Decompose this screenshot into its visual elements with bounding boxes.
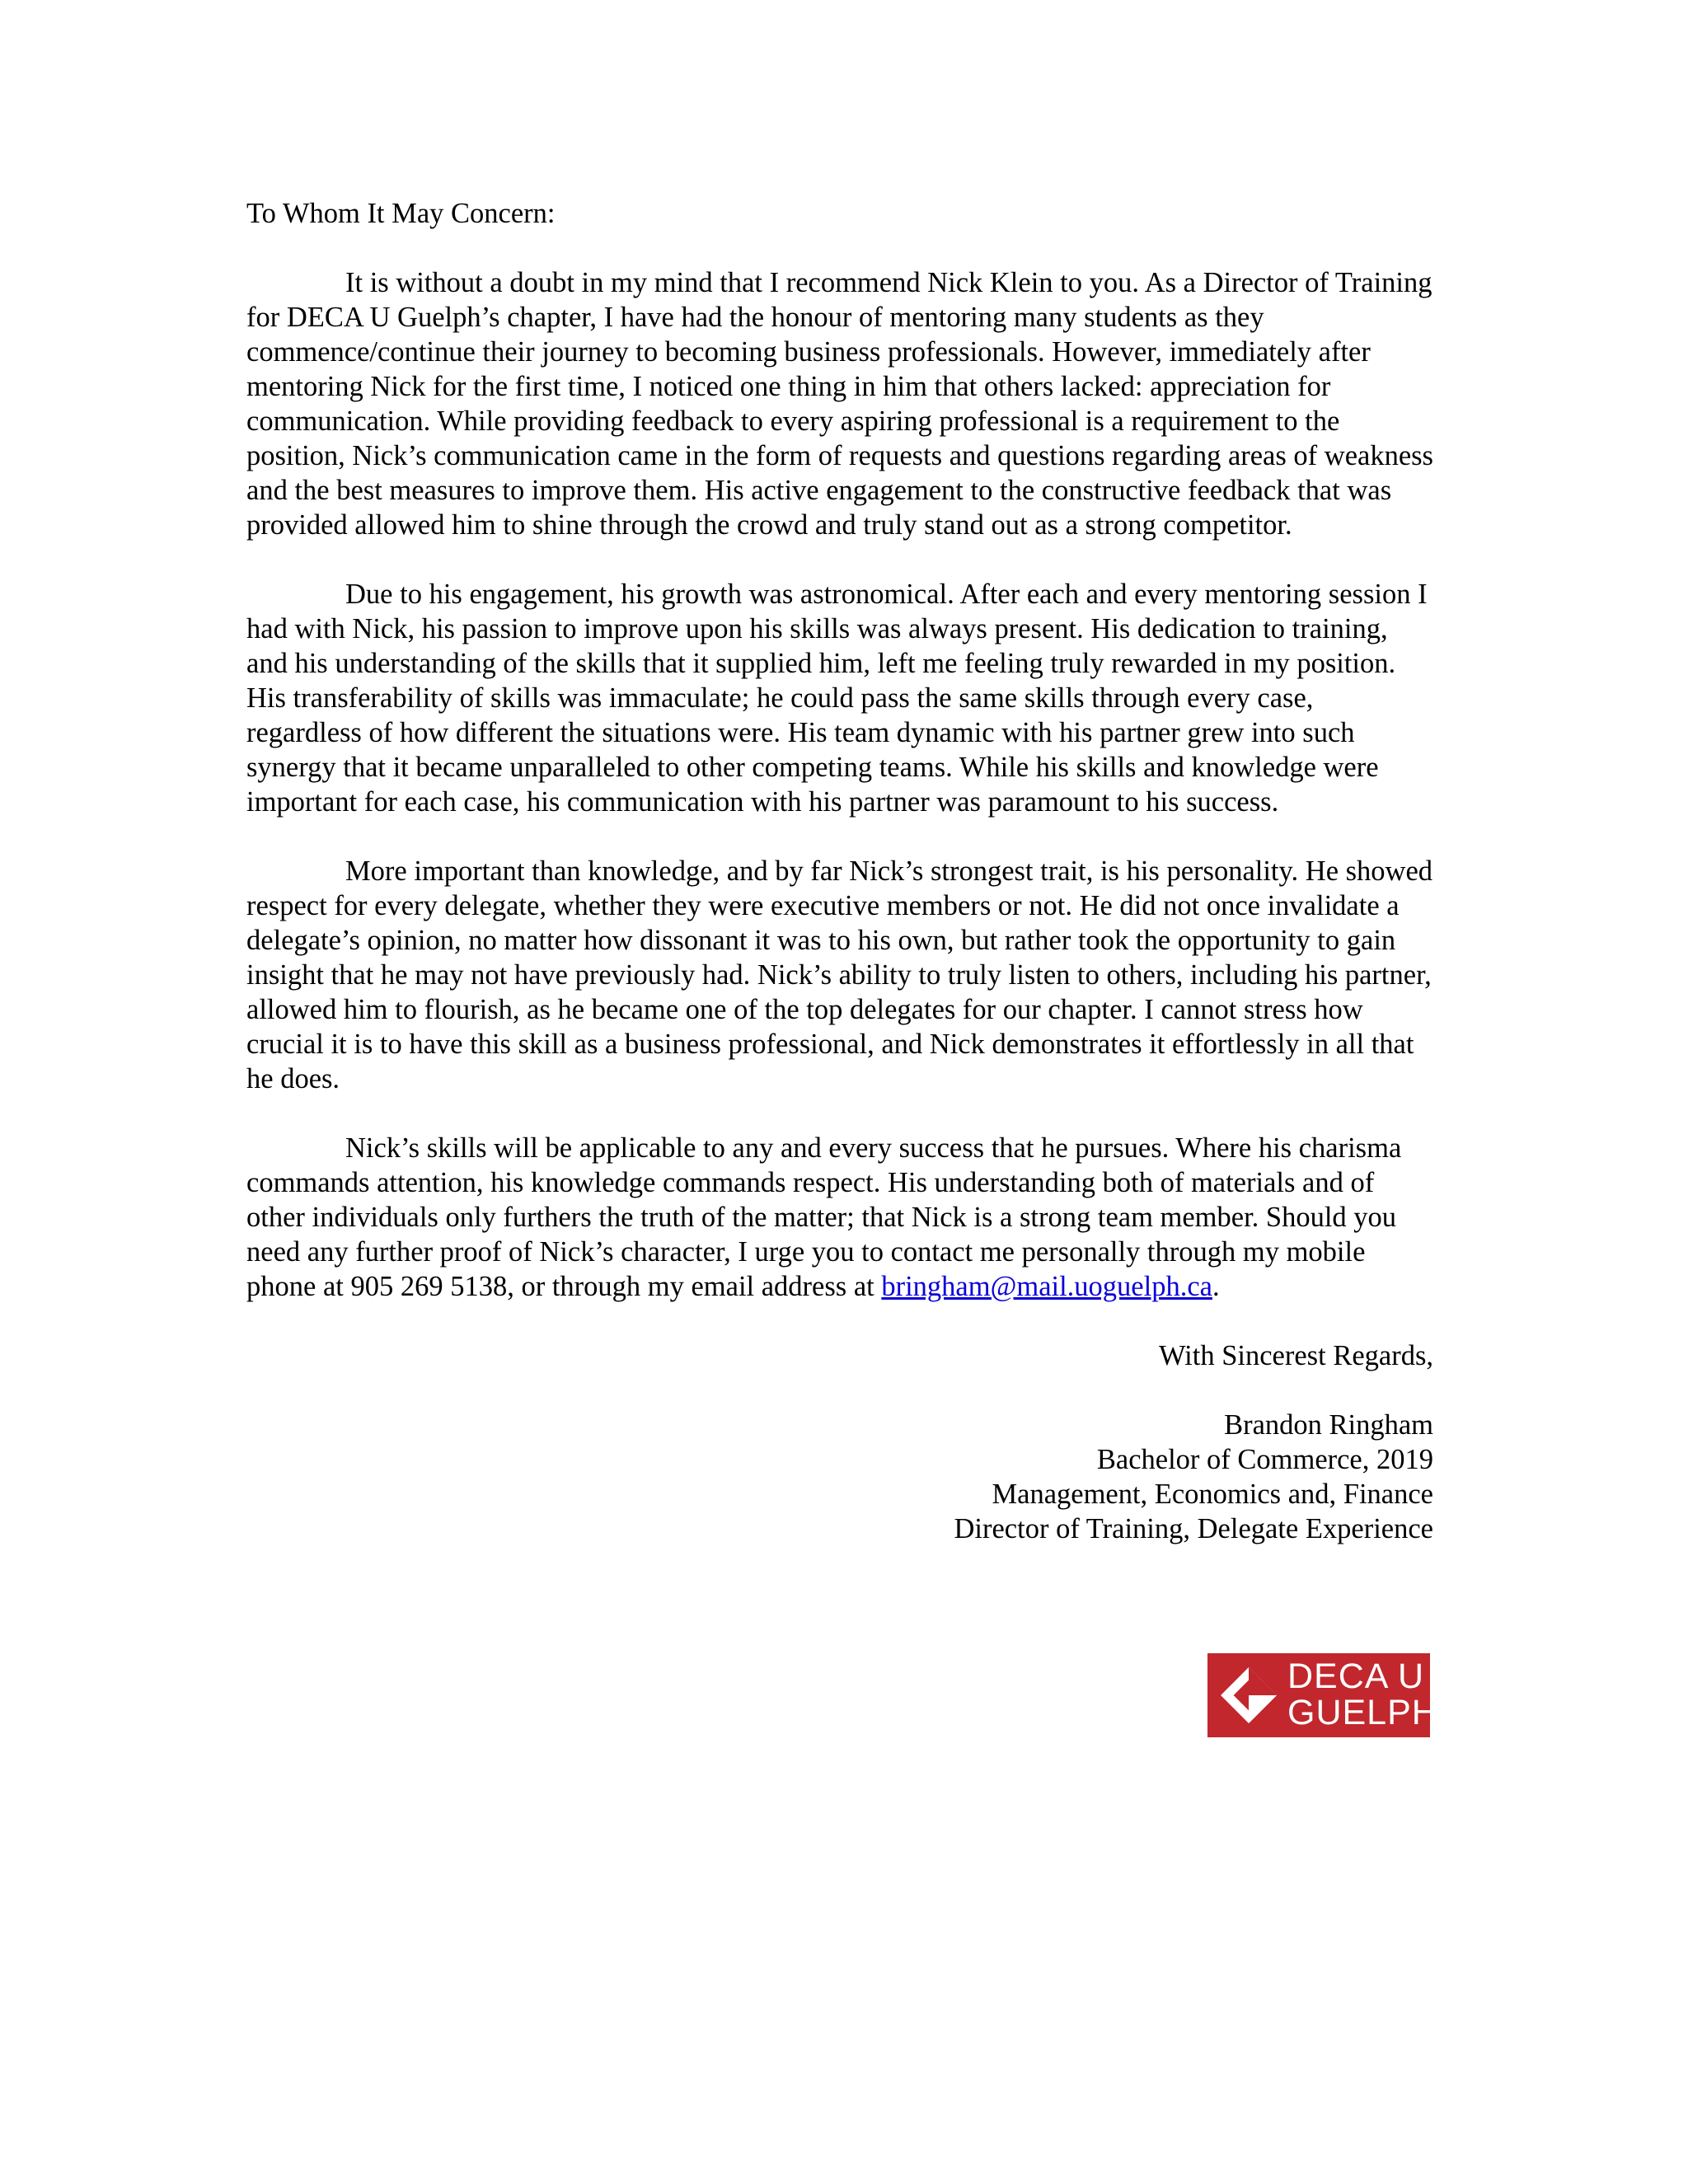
- deca-u-guelph-logo: [1207, 1653, 1438, 1737]
- closing: With Sincerest Regards,: [1159, 1340, 1433, 1371]
- signature-role: Director of Training, Delegate Experience: [954, 1513, 1433, 1544]
- logo-line-guelph: GUELPH: [1287, 1693, 1438, 1732]
- paragraph-contact: [246, 1131, 1433, 1304]
- paragraph-contact-period: .: [1212, 1271, 1220, 1302]
- signature-block: [246, 1408, 1433, 1546]
- signature-program: Management, Economics and, Finance: [992, 1479, 1433, 1510]
- paragraph-contact-text: Nick’s skills will be applicable to any and every success that he pursues. Where his charisma commands attention, his knowledge commands respect. His understanding both of materials and of other individuals only furthers the truth of the matter; that Nick is a strong team member. Should you need any further proof of Nick’s character, I urge you to contact me personally through my mobile phone at 905 269 5138, or through my email address at: [246, 1132, 1402, 1302]
- logo-text: [1287, 1658, 1438, 1731]
- paragraph-personality: More important than knowledge, and by far Nick’s strongest trait, is his personality. He showed respect for every delegate, whether they were executive members or not. He did not once invalidate a delegate’s opinion, no matter how dissonant it was to his own, but rather took the opportunity to gain insight that he may not have previously had. Nick’s ability to truly listen to others, including his partner, allowed him to flourish, as he became one of the top delegates for our chapter. I cannot stress how crucial it is to have this skill as a business professional, and Nick demonstrates it effortlessly in all that he does.: [246, 855, 1433, 1094]
- deca-diamond-icon: [1217, 1664, 1280, 1727]
- signature-name: Brandon Ringham: [1224, 1409, 1433, 1441]
- paragraph-intro: It is without a doubt in my mind that I recommend Nick Klein to you. As a Director of Training for DECA U Guelph’s chapter, I have had the honour of mentoring many students as they commence/continue their journey to becoming business professionals. However, immediately after mentoring Nick for the first time, I noticed one thing in him that others lacked: appreciation for communication. While providing feedback to every aspiring professional is a requirement to the position, Nick’s communication came in the form of requests and questions regarding areas of weakness and the best measures to improve them. His active engagement to the constructive feedback that was provided allowed him to shine through the crowd and truly stand out as a strong competitor.: [246, 267, 1433, 541]
- signature-degree: Bachelor of Commerce, 2019: [1096, 1444, 1433, 1475]
- paragraph-growth: Due to his engagement, his growth was astronomical. After each and every mentoring session I had with Nick, his passion to improve upon his skills was always present. His dedication to training, and his understanding of the skills that it supplied him, left me feeling truly rewarded in my position. His transferability of skills was immaculate; he could pass the same skills through every case, regardless of how different the situations were. His team dynamic with his partner grew into such synergy that it became unparalleled to other competing teams. While his skills and knowledge were important for each case, his communication with his partner was paramount to his success.: [246, 579, 1428, 818]
- letter-body: [246, 196, 1433, 1546]
- logo-line-deca-u: DECA U: [1287, 1657, 1425, 1696]
- email-link[interactable]: bringham@mail.uoguelph.ca: [881, 1271, 1212, 1302]
- salutation: To Whom It May Concern:: [246, 198, 556, 229]
